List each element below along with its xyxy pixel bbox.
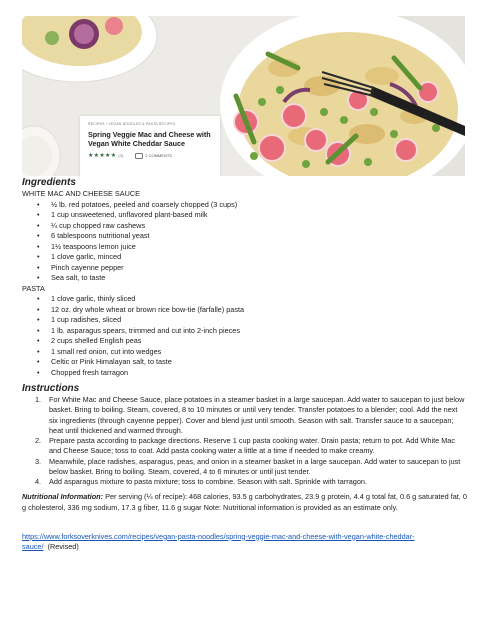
list-item: • ¼ cup chopped raw cashews	[51, 221, 467, 232]
sauce-subheading: WHITE MAC AND CHEESE SAUCE	[22, 189, 140, 198]
instruction-steps	[22, 395, 467, 488]
list-item: • 1 small red onion, cut into wedges	[51, 347, 467, 358]
instruction-step	[22, 436, 467, 457]
instruction-step	[22, 477, 467, 487]
rating-stars-icon[interactable]: ★★★★★	[88, 153, 117, 159]
step-text: Meanwhile, place radishes, asparagus, peas, and onion in a steamer basket in a large saucepan. Add water to saucepan to just below basket. Bring to boiling. Steam, covered, 4 to 6 minutes or until just tender.	[49, 456, 461, 477]
list-item: • 1½ teaspoons lemon juice	[51, 242, 467, 253]
list-item: • 6 tablespoons nutritional yeast	[51, 231, 467, 242]
pasta-subheading: PASTA	[22, 283, 45, 293]
step-number: 3.	[35, 456, 42, 466]
hero-photo	[22, 16, 465, 176]
breadcrumb	[88, 122, 212, 126]
breadcrumb-separator: ›	[105, 122, 109, 126]
recipe-title: Spring Veggie Mac and Cheese with Vegan White Cheddar Sauce	[88, 130, 211, 148]
revised-note: (Revised)	[47, 542, 79, 552]
rating-count: (3)	[118, 153, 124, 158]
list-item: • Chopped fresh tarragon	[51, 368, 467, 379]
instruction-step	[22, 457, 467, 478]
list-item: • Sea salt, to taste	[51, 273, 467, 284]
list-item: • 1 lb. asparagus spears, trimmed and cut into 2-inch pieces	[51, 326, 467, 337]
nutrition-info	[22, 491, 467, 514]
comments-link[interactable]: 2 COMMENTS	[145, 153, 172, 158]
nutrition-label: Nutritional Information:	[22, 491, 104, 501]
step-number: 4.	[35, 477, 42, 487]
list-item: • 1 clove garlic, minced	[51, 252, 467, 263]
list-item: • 12 oz. dry whole wheat or brown rice bow-tie (farfalle) pasta	[51, 305, 467, 316]
source-link[interactable]: https://www.forksoverknives.com/recipes/vegan-pasta-noodles/spring-veggie-mac-and-cheese-with-vegan-white-cheddar-sauce/	[22, 531, 415, 552]
list-item: • Pinch cayenne pepper	[51, 263, 467, 274]
breadcrumb-item[interactable]: RECIPES	[88, 122, 105, 126]
ingredients-heading: Ingredients	[22, 177, 76, 188]
step-text: For White Mac and Cheese Sauce, place potatoes in a steamer basket in a large saucepan. Add water to saucepan to just below basket. Bring to boiling. Steam, covered, 8 to 10 minutes or until very tender. Transfer potatoes to a blender; cool. Add the next six ingredients (through cayenne pepper). Cover and blend just until smooth. Season with salt. Transfer sauce to a saucepan; heat until thickened and warmed through.	[49, 395, 465, 435]
breadcrumb-item[interactable]: VEGAN NOODLES & PASTA RECIPES	[108, 122, 176, 126]
step-number: 1.	[35, 395, 42, 404]
pasta-ingredient-list	[22, 294, 467, 378]
list-item: • ½ lb. red potatoes, peeled and coarsely chopped (3 cups)	[51, 200, 467, 211]
list-item: • 1 cup unsweetened, unflavored plant-based milk	[51, 210, 467, 221]
recipe-title-card	[80, 116, 220, 176]
step-number: 2.	[35, 436, 42, 446]
sauce-ingredient-list	[22, 200, 467, 284]
nutrition-text: Per serving (¼ of recipe): 468 calories, 93.5 g carbohydrates, 23.9 g protein, 4.4 g total fat, 0.6 g saturated fat, 0 g cholesterol, 336 mg sodium, 17.3 g fiber, 11.6 g sugar Note: Nutritional information is provided as an estimate only.	[22, 491, 467, 513]
source-row	[22, 532, 467, 553]
list-item: • 1 clove garlic, thinly sliced	[51, 294, 467, 305]
list-item: • Celtic or Pink Himalayan salt, to taste	[51, 357, 467, 368]
step-text: Prepare pasta according to package directions. Reserve 1 cup pasta cooking water. Drain pasta; return to pot. Add White Mac and Cheese Sauce; toss to coat. Add pasta cooking water a little at a time if needed to make creamy.	[49, 436, 456, 456]
recipe-document	[22, 177, 467, 553]
instructions-heading: Instructions	[22, 383, 80, 394]
comment-bubble-icon	[135, 153, 143, 159]
instruction-step	[22, 395, 467, 436]
list-item: • 1 cup radishes, sliced	[51, 315, 467, 326]
step-text: Add asparagus mixture to pasta mixture; toss to combine. Season with salt. Sprinkle with tarragon.	[49, 477, 367, 487]
recipe-meta	[88, 152, 212, 159]
list-item: • 2 cups shelled English peas	[51, 336, 467, 347]
